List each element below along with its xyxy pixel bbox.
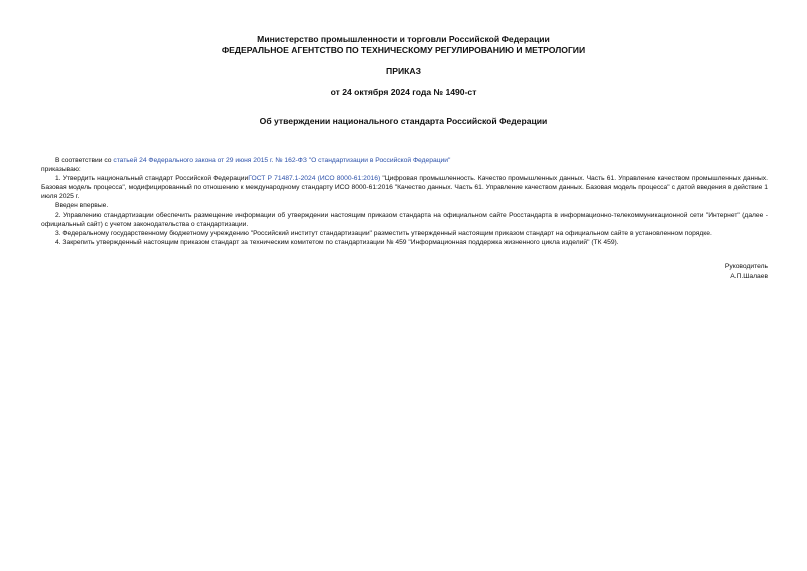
introduced-first-note: Введен впервые. xyxy=(55,202,109,210)
document-date-number: от 24 октября 2024 года № 1490-ст xyxy=(330,87,477,97)
item-1-rest: "Цифровая промышленность. Качество промышленных данных. Часть 61. Управление качеством промышленных данных. Базовая модель процесса", модифицированный по отношению к международному стандарту ИСО 8000-61:2016 "Качество данных. Часть 61. Управление качеством данных. Базовая модель процесса" с датой введения в действие 1 июля 2025 г. xyxy=(41,175,768,201)
document-body xyxy=(41,156,768,247)
ministry-title: Министерство промышленности и торговли Российской Федерации xyxy=(257,34,550,44)
item-2-paragraph: 2. Управлению стандартизации обеспечить размещение информации об утверждении настоящим приказом стандарта на официальном сайте Росстандарта в информационно-телекоммуникационной сети "Интернет" (далее - официальный сайт) с учетом законодательства о стандартизации. xyxy=(41,211,768,228)
agency-title: ФЕДЕРАЛЬНОЕ АГЕНТСТВО ПО ТЕХНИЧЕСКОМУ РЕГУЛИРОВАНИЮ И МЕТРОЛОГИИ xyxy=(221,45,586,55)
intro-paragraph xyxy=(41,156,768,165)
orders-word: приказываю: xyxy=(41,166,81,174)
intro-prefix: В соответствии со xyxy=(55,157,114,164)
signature-block xyxy=(725,262,768,282)
item-1-paragraph xyxy=(41,174,768,201)
document-subject: Об утверждении национального стандарта Российской Федерации xyxy=(259,116,548,126)
item-3-paragraph: 3. Федеральному государственному бюджетному учреждению "Российский институт стандартизации" разместить утвержденный настоящим приказом стандарт на официальном сайте в установленном порядке. xyxy=(55,229,712,237)
signature-title: Руководитель xyxy=(724,263,768,270)
item-4-paragraph: 4. Закрепить утвержденный настоящим приказом стандарт за техническим комитетом по стандартизации № 459 "Информационная поддержка жизненного цикла изделий" (ТК 459). xyxy=(55,238,619,246)
standard-link[interactable]: ГОСТ Р 71487.1-2024 (ИСО 8000-61:2016) xyxy=(248,175,381,183)
signature-name: А.П.Шалаев xyxy=(730,273,768,280)
item-1-prefix: 1. Утвердить национальный стандарт Российской Федерации xyxy=(55,175,249,183)
federal-law-link[interactable]: статьей 24 Федерального закона от 29 июня 2015 г. № 162-ФЗ "О стандартизации в Российской Федерации" xyxy=(113,157,451,164)
document-type: ПРИКАЗ xyxy=(386,66,421,76)
